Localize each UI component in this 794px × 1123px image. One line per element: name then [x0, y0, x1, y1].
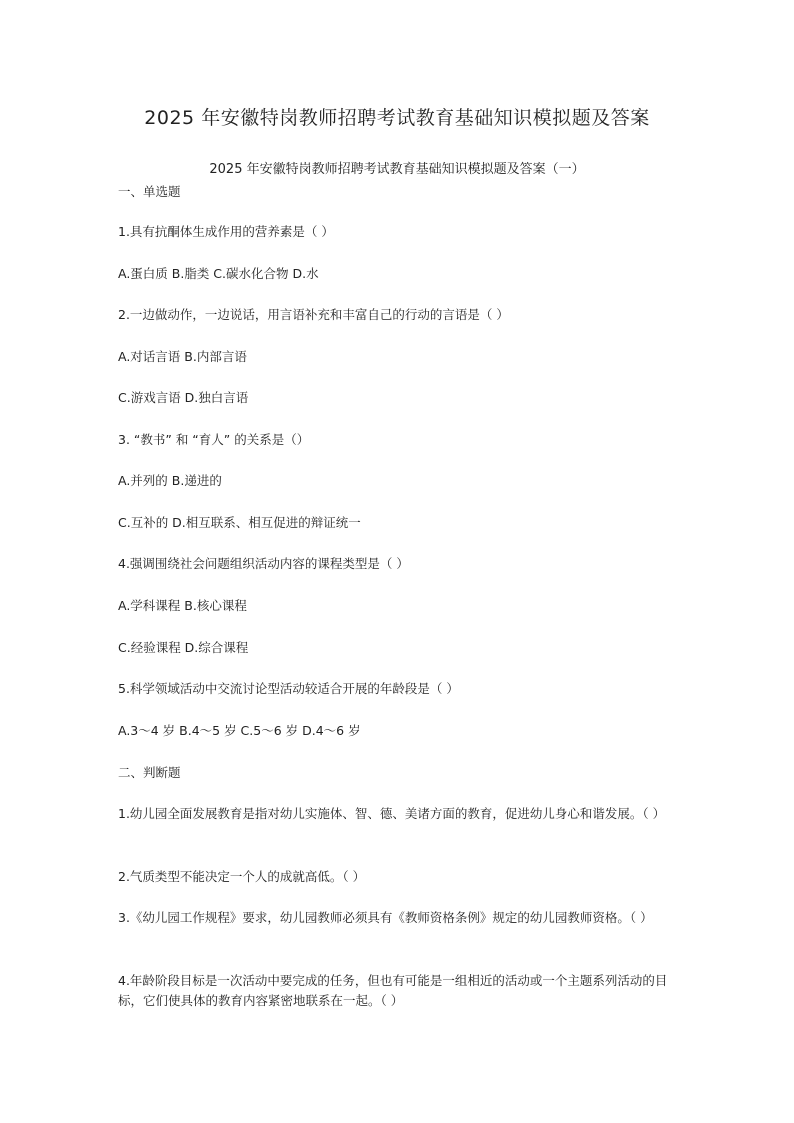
- question-4-options-ab: A.学科课程 B.核心课程: [118, 598, 247, 613]
- question-5-options: A.3～4 岁 B.4～5 岁 C.5～6 岁 D.4～6 岁: [118, 723, 361, 738]
- question-2: 2.一边做动作，一边说话，用言语补充和丰富自己的行动的言语是（ ）: [118, 307, 509, 322]
- document-subtitle: 2025 年安徽特岗教师招聘考试教育基础知识模拟题及答案（一）: [209, 162, 585, 177]
- question-1-options: A.蛋白质 B.脂类 C.碳水化合物 D.水: [118, 266, 319, 281]
- judgement-item-3: 3.《幼儿园工作规程》要求，幼儿园教师必须具有《教师资格条例》规定的幼儿园教师资格。（ ）: [118, 910, 653, 925]
- question-2-options-cd: C.游戏言语 D.独白言语: [118, 390, 249, 405]
- section-heading-judgement: 二、判断题: [118, 765, 181, 780]
- judgement-item-1: 1.幼儿园全面发展教育是指对幼儿实施体、智、德、美诸方面的教育，促进幼儿身心和谐发展。（ ）: [118, 806, 666, 821]
- question-4-options-cd: C.经验课程 D.综合课程: [118, 640, 249, 655]
- question-3-options-cd: C.互补的 D.相互联系、相互促进的辩证统一: [118, 515, 361, 530]
- question-4: 4.强调围绕社会问题组织活动内容的课程类型是（ ）: [118, 556, 409, 571]
- question-1: 1.具有抗酮体生成作用的营养素是（ ）: [118, 224, 334, 239]
- judgement-item-4: 4.年龄阶段目标是一次活动中要完成的任务，但也有可能是一组相近的活动或一个主题系列活动的目标，它们使具体的教育内容紧密地联系在一起。（ ）: [118, 973, 668, 1008]
- question-5: 5.科学领域活动中交流讨论型活动较适合开展的年龄段是（ ）: [118, 681, 459, 696]
- judgement-item-2: 2.气质类型不能决定一个人的成就高低。（ ）: [118, 869, 366, 884]
- question-3-options-ab: A.并列的 B.递进的: [118, 473, 222, 488]
- question-2-options-ab: A.对话言语 B.内部言语: [118, 349, 247, 364]
- section-heading-single-choice: 一、单选题: [118, 184, 181, 199]
- document-title: 2025 年安徽特岗教师招聘考试教育基础知识模拟题及答案: [144, 107, 650, 129]
- question-3: 3. “教书” 和 “育人” 的关系是（）: [118, 432, 310, 447]
